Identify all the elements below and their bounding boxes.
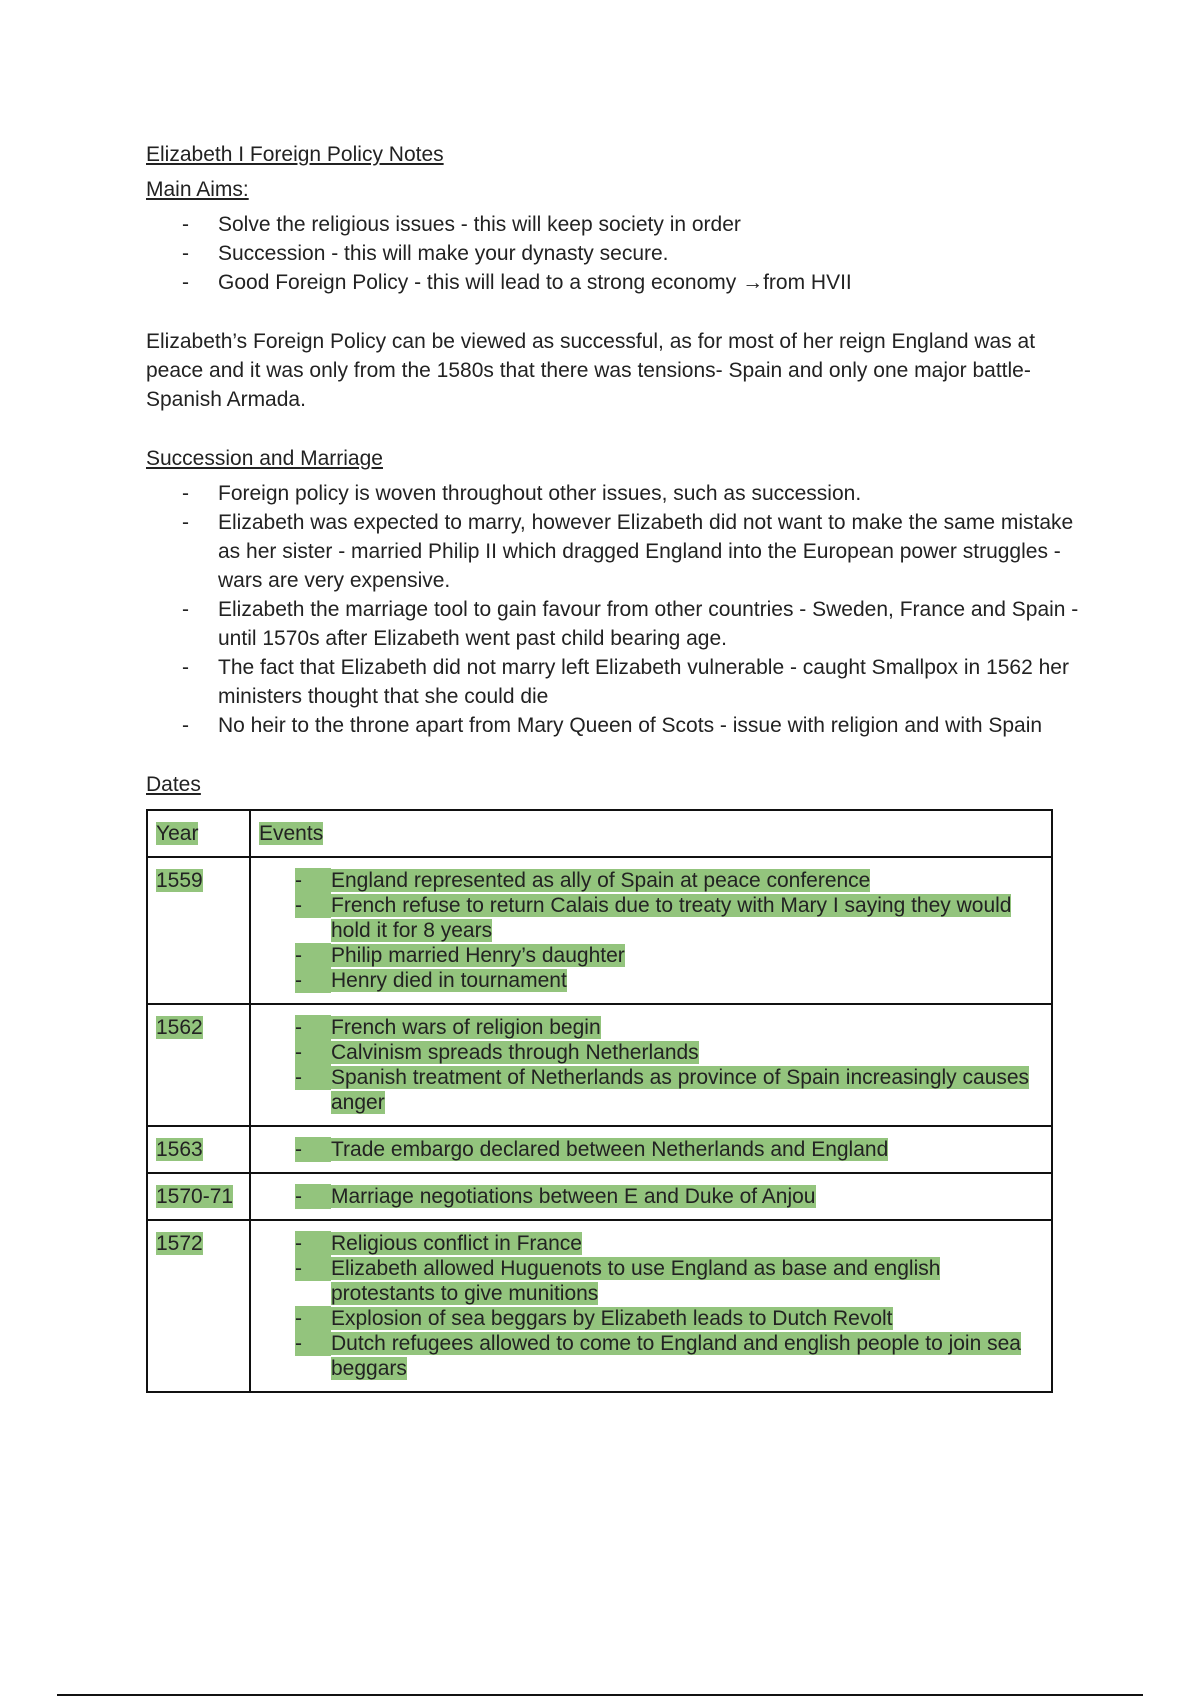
list-item: - Good Foreign Policy - this will lead to a strong economy →from HVII (218, 268, 1086, 297)
table-row (147, 1173, 1052, 1220)
event-item: - England represented as ally of Spain at peace conference (331, 868, 1043, 893)
event-item: - Trade embargo declared between Netherlands and England (331, 1137, 1043, 1162)
succession-list (146, 479, 1086, 740)
table-row (147, 1220, 1052, 1392)
events-cell (250, 857, 1052, 1004)
list-item: - Elizabeth the marriage tool to gain favour from other countries - Sweden, France and Spain - until 1570s after Elizabeth went past child bearing age. (218, 595, 1086, 653)
events-cell (250, 1126, 1052, 1173)
dates-heading: Dates (146, 773, 201, 796)
event-item: - Calvinism spreads through Netherlands (331, 1040, 1043, 1065)
event-item: - Dutch refugees allowed to come to England and english people to join sea beggars (331, 1331, 1043, 1381)
event-item: - Religious conflict in France (331, 1231, 1043, 1256)
events-cell (250, 1220, 1052, 1392)
table-row (147, 857, 1052, 1004)
event-item: - French refuse to return Calais due to treaty with Mary I saying they would hold it for 8 years (331, 893, 1043, 943)
event-item: - French wars of religion begin (331, 1015, 1043, 1040)
list-item: - Succession - this will make your dynasty secure. (218, 239, 1086, 268)
year-cell: 1572 (147, 1220, 250, 1392)
year-cell: 1562 (147, 1004, 250, 1126)
year-cell: 1570-71 (147, 1173, 250, 1220)
year-column-header: Year (147, 810, 250, 857)
document-page (146, 140, 1086, 1393)
event-item: - Elizabeth allowed Huguenots to use England as base and english protestants to give munitions (331, 1256, 1043, 1306)
list-item: - Foreign policy is woven throughout other issues, such as succession. (218, 479, 1086, 508)
table-row (147, 1126, 1052, 1173)
events-cell (250, 1173, 1052, 1220)
event-item: - Philip married Henry’s daughter (331, 943, 1043, 968)
succession-section (146, 444, 1086, 740)
succession-heading: Succession and Marriage (146, 447, 383, 470)
list-item: - The fact that Elizabeth did not marry left Elizabeth vulnerable - caught Smallpox in 1562 her ministers thought that she could die (218, 653, 1086, 711)
table-row (147, 1004, 1052, 1126)
event-item: - Marriage negotiations between E and Duke of Anjou (331, 1184, 1043, 1209)
intro-paragraph: Elizabeth’s Foreign Policy can be viewed as successful, as for most of her reign England was at peace and it was only from the 1580s that there was tensions- Spain and only one major battle- Spanish Armada. (146, 330, 1036, 411)
year-cell: 1563 (147, 1126, 250, 1173)
event-item: - Henry died in tournament (331, 968, 1043, 993)
document-title: Elizabeth I Foreign Policy Notes (146, 143, 444, 166)
events-cell (250, 1004, 1052, 1126)
event-item: - Spanish treatment of Netherlands as province of Spain increasingly causes anger (331, 1065, 1043, 1115)
table-header-row (147, 810, 1052, 857)
dates-table (146, 809, 1053, 1393)
events-column-header: Events (250, 810, 1052, 857)
main-aims-list (146, 210, 1086, 297)
list-item: - Solve the religious issues - this will keep society in order (218, 210, 1086, 239)
event-item: - Explosion of sea beggars by Elizabeth leads to Dutch Revolt (331, 1306, 1043, 1331)
list-item: - Elizabeth was expected to marry, however Elizabeth did not want to make the same mistake as her sister - married Philip II which dragged England into the European power struggles - wars are very expensive. (218, 508, 1086, 595)
list-item: - No heir to the throne apart from Mary Queen of Scots - issue with religion and with Spain (218, 711, 1086, 740)
year-cell: 1559 (147, 857, 250, 1004)
main-aims-heading: Main Aims: (146, 178, 249, 201)
dates-section (146, 770, 1086, 1393)
page-bottom-rule (57, 1694, 1143, 1696)
